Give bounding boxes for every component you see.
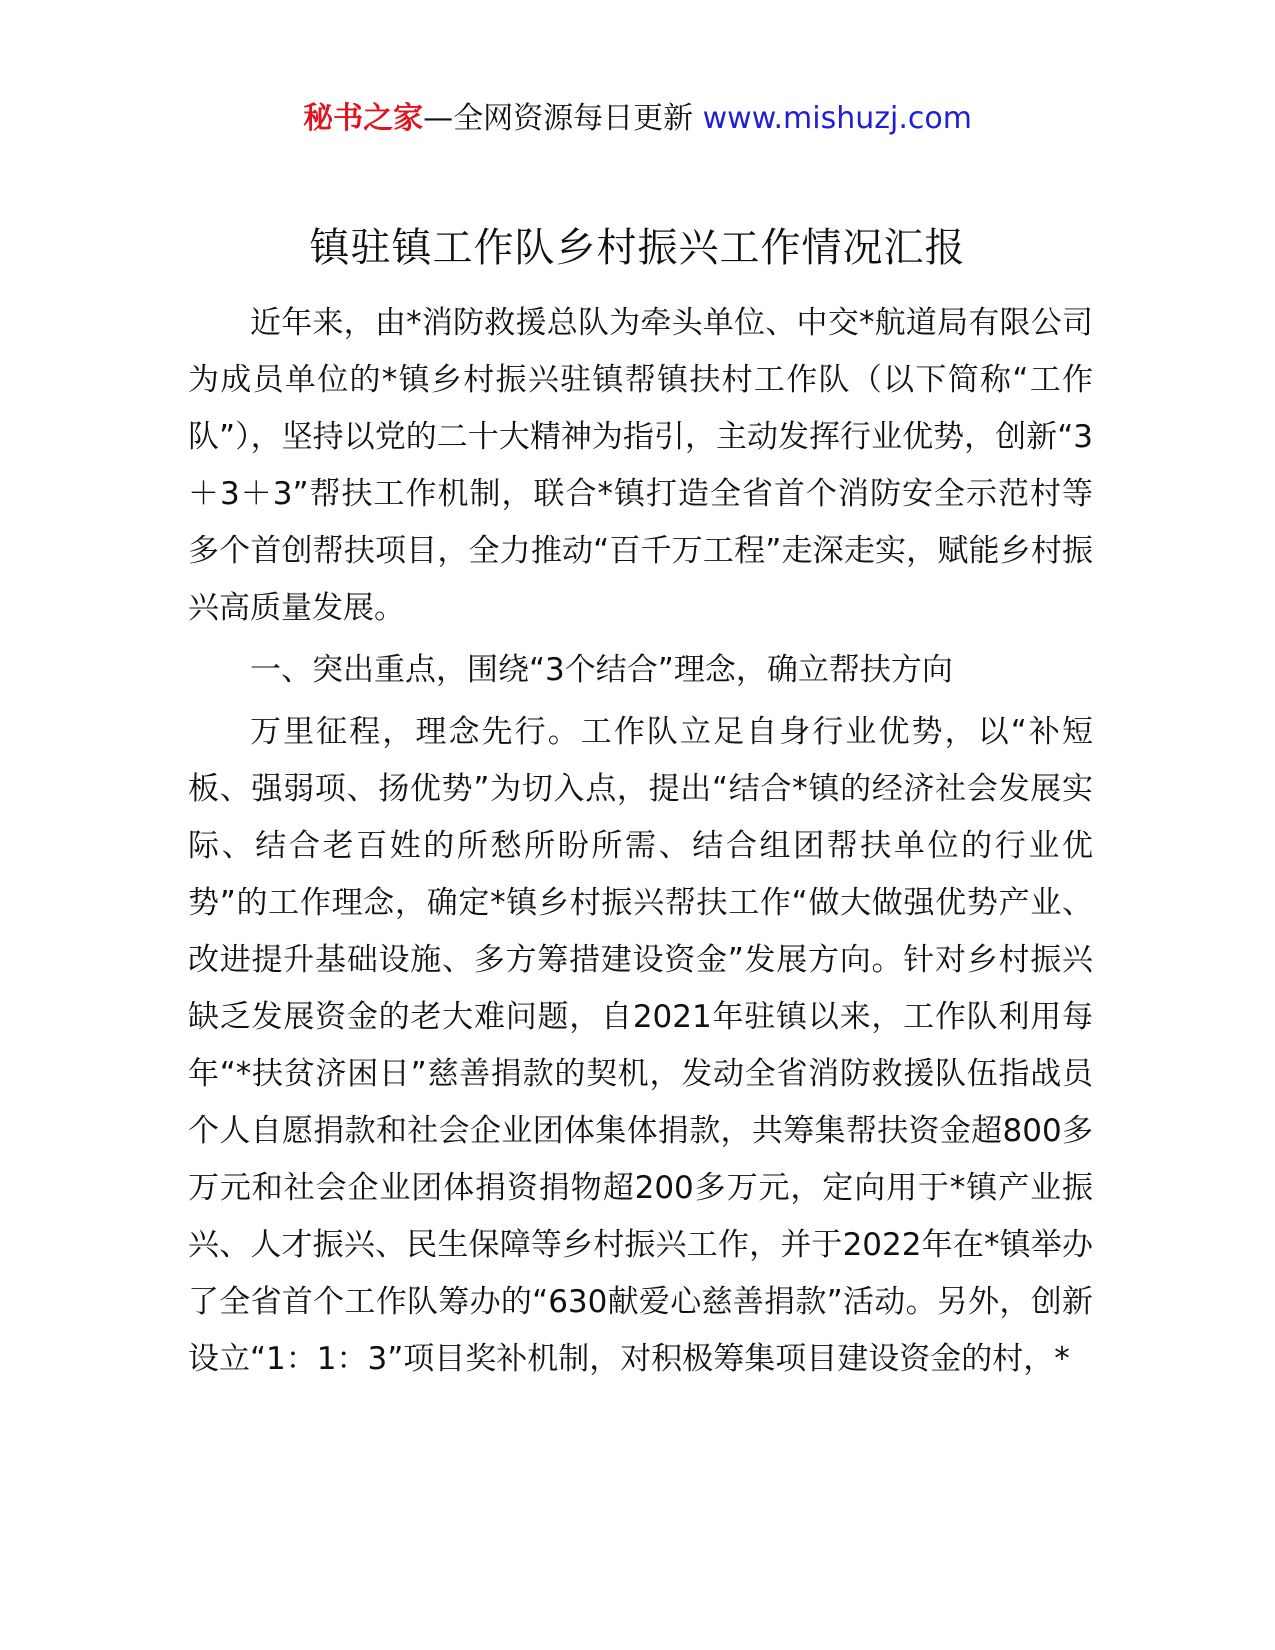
brand-name: 秘书之家 xyxy=(303,101,424,136)
document-title: 镇驻镇工作队乡村振兴工作情况汇报 xyxy=(309,225,966,271)
document-body xyxy=(188,295,1093,1388)
banner-tagline: —全网资源每日更新 xyxy=(423,101,703,136)
intro-paragraph: 近年来，由*消防救援总队为牵头单位、中交*航道局有限公司为成员单位的*镇乡村振兴驻镇帮镇扶村工作队（以下简称“工作队”），坚持以党的二十大精神为指引，主动发挥行业优势，创新“3＋3＋3”帮扶工作机制，联合*镇打造全省首个消防安全示范村等多个首创帮扶项目，全力推动“百千万工程”走深走实，赋能乡村振兴高质量发展。 xyxy=(188,305,1093,626)
site-url-link[interactable]: www.mishuzj.com xyxy=(702,101,972,136)
site-banner xyxy=(0,96,1275,142)
body-paragraph: 万里征程，理念先行。工作队立足自身行业优势，以“补短板、强弱项、扬优势”为切入点，提出“结合*镇的经济社会发展实际、结合老百姓的所愁所盼所需、结合组团帮扶单位的行业优势”的工作理念，确定*镇乡村振兴帮扶工作“做大做强优势产业、改进提升基础设施、多方筹措建设资金”发展方向。针对乡村振兴缺乏发展资金的老大难问题，自2021年驻镇以来，工作队利用每年“*扶贫济困日”慈善捐款的契机，发动全省消防救援队伍指战员个人自愿捐款和社会企业团体集体捐款，共筹集帮扶资金超800多万元和社会企业团体捐资捐物超200多万元，定向用于*镇产业振兴、人才振兴、民生保障等乡村振兴工作，并于2022年在*镇举办了全省首个工作队筹办的“630献爱心慈善捐款”活动。另外，创新设立“1：1：3”项目奖补机制，对积极筹集项目建设资金的村，* xyxy=(188,714,1093,1377)
section-heading: 一、突出重点，围绕“3个结合”理念，确立帮扶方向 xyxy=(250,652,953,688)
